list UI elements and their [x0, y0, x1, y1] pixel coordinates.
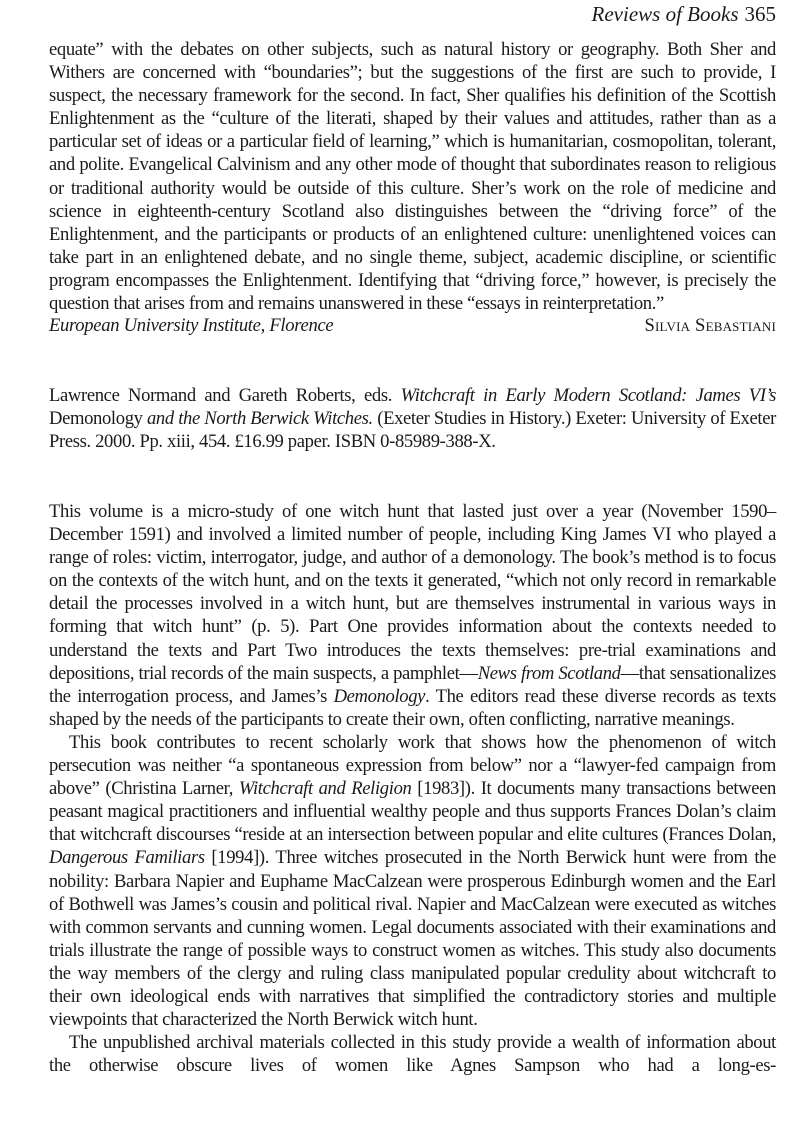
text-run: . The editors read these diverse records as texts shaped by the needs of the participants to create their own, often conflicting, narrative meanings.	[49, 685, 776, 730]
book-editors: Lawrence Normand and Gareth Roberts, eds.	[49, 385, 393, 406]
italic-title: Demonology	[333, 685, 426, 707]
book-title-roman: Demonology	[49, 408, 143, 430]
review-paragraph-3: The unpublished archival materials collected in this study provide a wealth of information about the otherwise obscure lives of women like Agnes Sampson who had a long-es-	[49, 1032, 776, 1077]
reviewer-signature	[49, 314, 776, 337]
book-title-part2: and the North Berwick Witches.	[146, 408, 373, 430]
italic-title: Witchcraft and Religion	[238, 778, 412, 800]
text-run: This book contributes to recent scholarly work that shows how the phenomenon of witch persecution was neither “a spontaneous expression from below” nor a “lawyer-fed campaign from above” (Christina Larner,	[49, 731, 776, 800]
page-number: 365	[744, 2, 776, 26]
text-run: This volume is a micro-study of one witch hunt that lasted just over a year (November 1590–December 1591) and involved a limited number of people, including King James VI who played a range of roles: victim, interrogator, judge, and author of a demonology. The book’s method is to focus on the contexts of the witch hunt, and on the texts it generated, “which not only record in remarkable detail the processes involved in a witch hunt, but are themselves instrumental in various ways in forming that witch hunt” (p. 5). Part One provides information about the contexts needed to understand the texts and Part Two introduces the texts themselves: pre-trial examinations and depositions, trial records of the main suspects, a pamphlet—	[49, 501, 776, 684]
italic-title: News from Scotland	[477, 662, 621, 684]
book-citation	[49, 384, 776, 453]
running-head	[592, 1, 776, 27]
previous-review-closing-paragraph: equate” with the debates on other subjects, such as natural history or geography. Both Sher and Withers are concerned with “boundaries”; but the suggestions of the first are such to provide, I suspect, the necessary framework for the second. In fact, Sher qualifies his definition of the Scottish Enlightenment as the “culture of the literati, shaped by their values and attitudes, rather than as a particular set of ideas or a particular field of learning,” which is humanitarian, cosmopolitan, tolerant, and polite. Evangelical Calvinism and any other mode of thought that subordinates reason to religious or traditional authority would be outside of this culture. Sher’s work on the role of medicine and science in eighteenth-century Scotland also distinguishes between the “driving force” of the Enlightenment, and the participants or products of an enlightened culture: unenlightened voices can take part in an enlightened debate, and no single theme, subject, academic discipline, or scientific program encompasses the Enlightenment. Identifying that “driving force,” however, is precisely the question that arises from and remains unanswered in these “essays in reinterpretation.”	[49, 39, 776, 315]
journal-section-title: Reviews of Books	[591, 2, 739, 26]
reviewer-name: Silvia Sebastiani	[644, 315, 776, 336]
book-title-part1: Witchcraft in Early Modern Scotland: James VI’s	[400, 385, 776, 406]
text-run: [1994]). Three witches prosecuted in the North Berwick hunt were from the nobility: Barbara Napier and Euphame MacCalzean were prosperous Edinburgh women and the Earl of Bothwell was James’s cousin and political rival. Napier and MacCalzean were executed as witches with common servants and cunning women. Legal documents associated with their examinations and trials illustrate the range of possible ways to construct women as witches. This study also documents the way members of the clergy and ruling class manipulated popular credulity about witchcraft to their own ideological ends with narratives that simplified the contradictory stories and multiple viewpoints that characterized the North Berwick witch hunt.	[49, 847, 776, 1031]
reviewer-affiliation: European University Institute, Florence	[49, 315, 334, 336]
book-publication-details: Exeter: University of Exeter Press. 2000. Pp. xiii, 454. £16.99 paper. ISBN 0-85989-388-X.	[49, 408, 776, 453]
review-text	[49, 500, 776, 1077]
text-run: [1983]). It documents many transactions between peasant magical practitioners and influential wealthy people and thus supports Frances Dolan’s claim that witchcraft discourses “reside at an intersection between popular and elite cultures (Frances Dolan,	[49, 778, 777, 846]
review-paragraph-1	[49, 500, 776, 731]
review-paragraph-2	[49, 731, 776, 1031]
italic-title: Dangerous Familiars	[49, 847, 205, 869]
text-run: —that sensationalizes the interrogation process, and James’s	[49, 662, 776, 707]
book-series: (Exeter Studies in History.)	[377, 408, 571, 430]
